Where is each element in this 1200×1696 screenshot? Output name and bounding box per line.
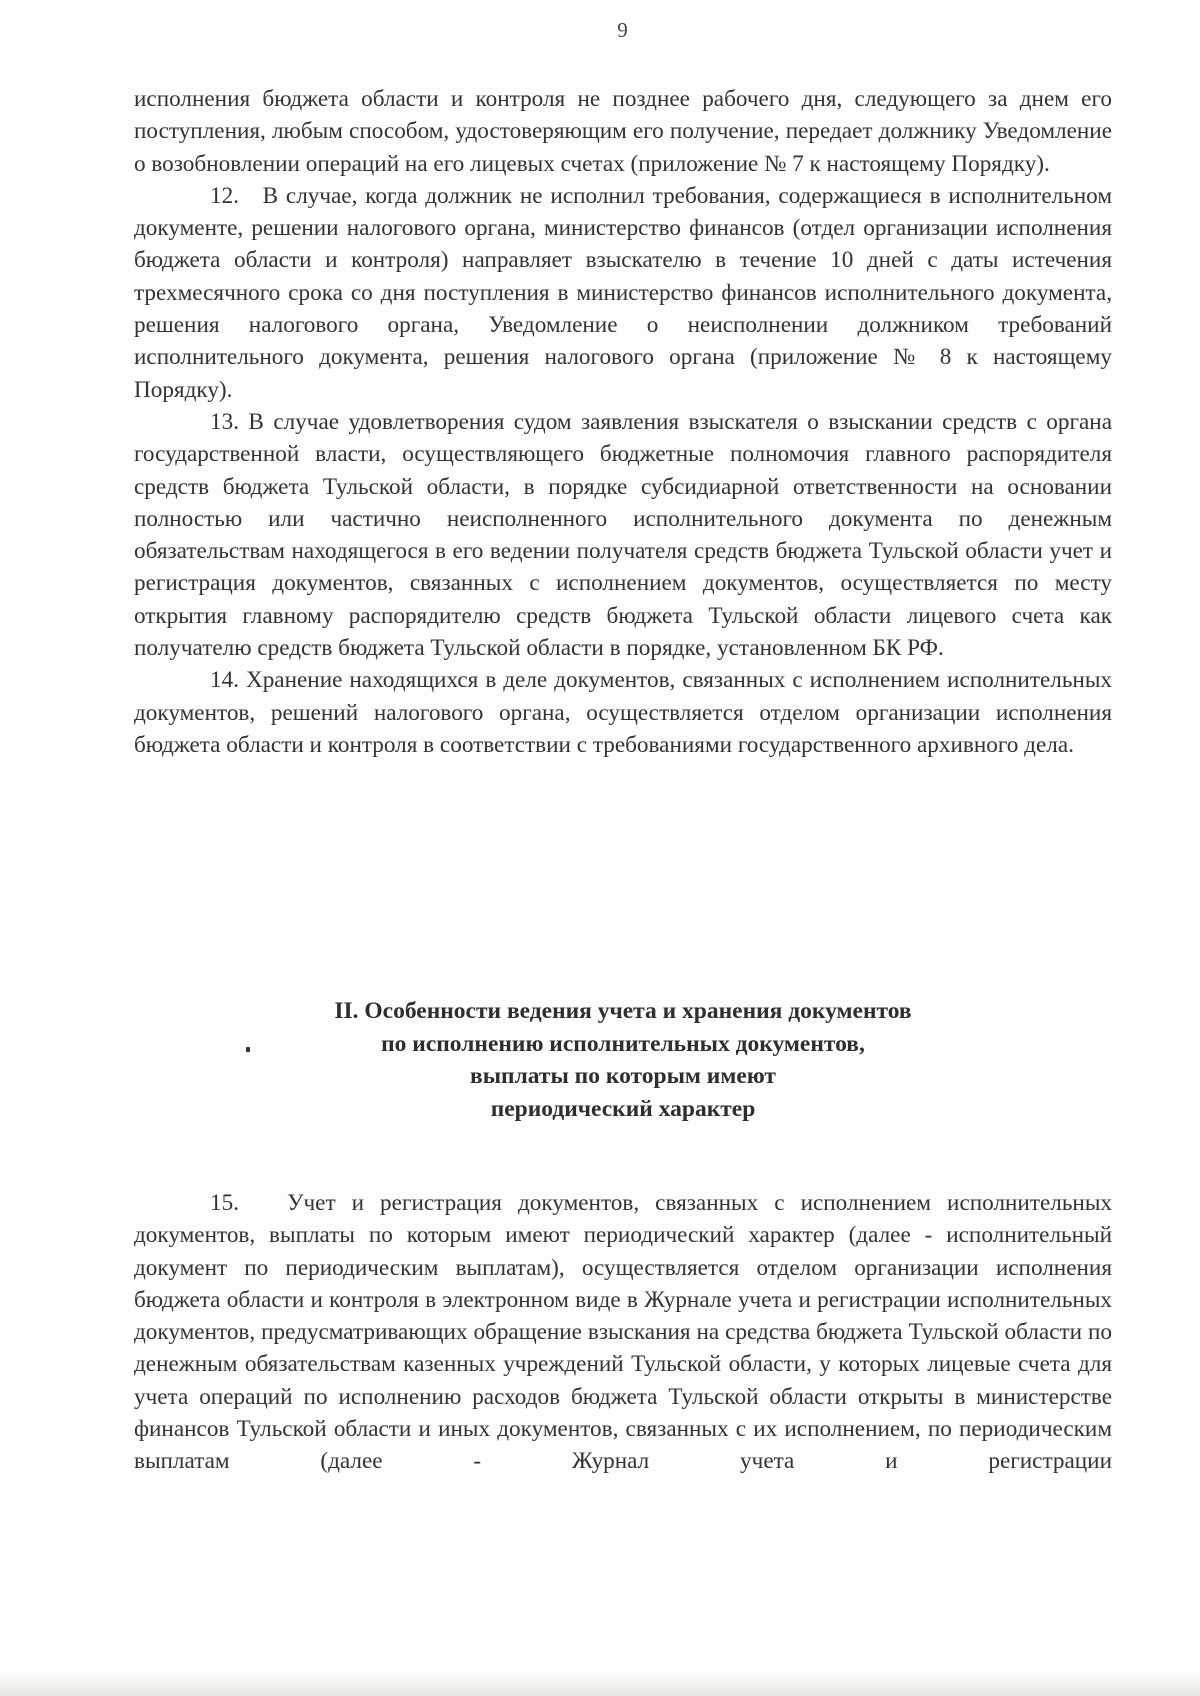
scan-bottom-edge <box>0 1672 1200 1696</box>
paragraph-14: 14. Хранение находящихся в деле документов, связанных с исполнением исполнительных документов, решений налогового органа, осуществляется отделом организации исполнения бюджета области и контроля в соответствии с требованиями государственного архивного дела. <box>134 667 1112 758</box>
paragraph-15: 15. Учет и регистрация документов, связанных с исполнением исполнительных документов, выплаты по которым имеют периодический характер (далее - исполнительный документ по периодическим выплатам), осуществляется отделом организации исполнения бюджета области и контроля в электронном виде в Журнале учета и регистрации исполнительных документов, предусматривающих обращение взыскания на средства бюджета Тульской области по денежным обязательствам казенных учреждений Тульской области, у которых лицевые счета для учета операций по исполнению расходов бюджета Тульской области открыты в министерстве финансов Тульской области и иных документов, связанных с их исполнением, по периодическим выплатам (далее - Журнал учета и регистрации <box>134 1190 1112 1475</box>
section-heading-line-2: по исполнению исполнительных документов, <box>381 1030 865 1057</box>
page-number: 9 <box>617 18 628 42</box>
section-heading-line-1: II. Особенности ведения учета и хранения документов <box>334 998 912 1024</box>
section-heading <box>134 995 1112 1125</box>
body-text-top <box>134 83 1112 761</box>
section-heading-line-3: выплаты по которым имеют <box>470 1063 776 1089</box>
paragraph-13: 13. В случае удовлетворения судом заявления взыскателя о взыскании средств с органа государственной власти, осуществляющего бюджетные полномочия главного распорядителя средств бюджета Тульской области, в порядке субсидиарной ответственности на основании полностью или частично неисполненного исполнительного документа по денежным обязательствам находящегося в его ведении получателя средств бюджета Тульской области учет и регистрация документов, связанных с исполнением документов, осуществляется по месту открытия главному распорядителю средств бюджета Тульской области лицевого счета как получателю средств бюджета Тульской области в порядке, установленном БК РФ. <box>134 408 1112 662</box>
section-heading-line-4: периодический характер <box>490 1095 756 1122</box>
body-text-bottom <box>134 1187 1112 1478</box>
paragraph-continuation: исполнения бюджета области и контроля не позднее рабочего дня, следующего за днем его поступления, любым способом, удостоверяющим его получение, передает должнику Уведомление о возобновлении операций на его лицевых счетах (приложение № 7 к настоящему Порядку). <box>134 86 1112 177</box>
paragraph-12: 12. В случае, когда должник не исполнил требования, содержащиеся в исполнительном документе, решении налогового органа, министерство финансов (отдел организации исполнения бюджета области и контроля) направляет взыскателю в течение 10 дней с даты истечения трехмесячного срока со дня поступления в министерство финансов исполнительного документа, решения налогового органа, Уведомление о неисполнении должником требований исполнительного документа, решения налогового органа (приложение № 8 к настоящему Порядку). <box>134 182 1112 403</box>
